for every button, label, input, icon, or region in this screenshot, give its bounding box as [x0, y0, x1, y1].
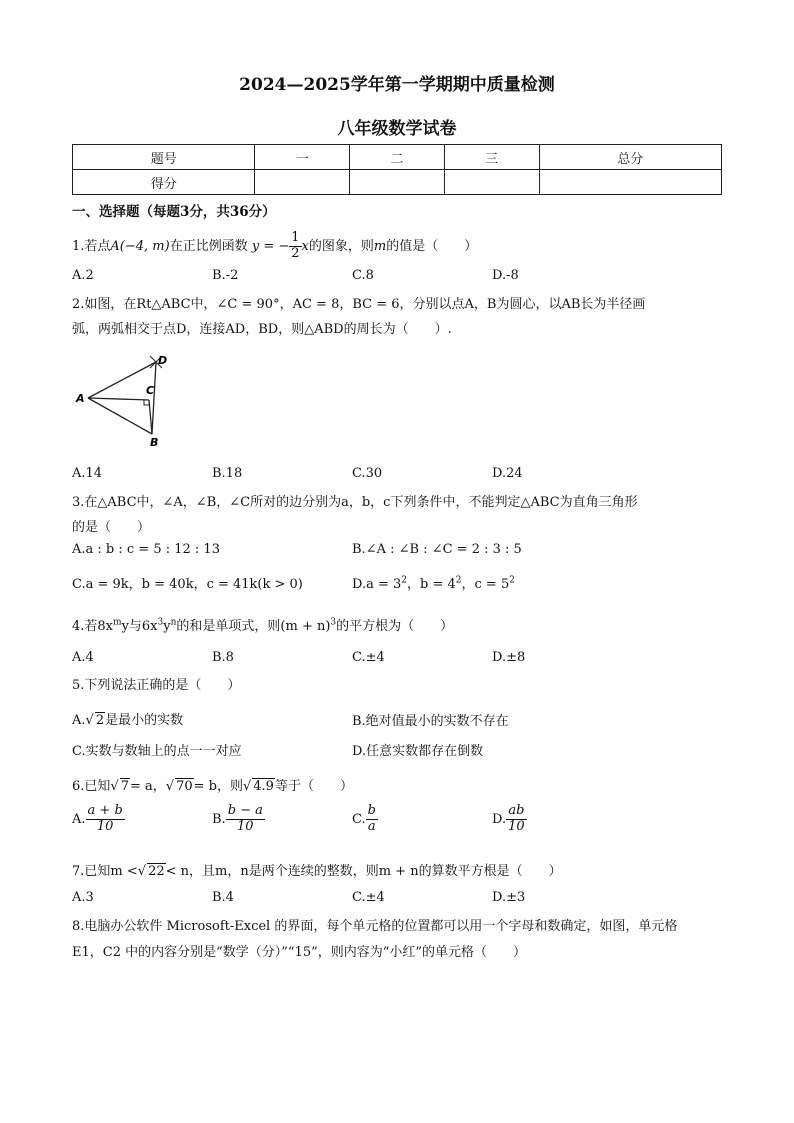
exponent: 2: [401, 575, 408, 586]
sqrt-symbol: √: [165, 779, 175, 794]
score-cell: 二: [350, 145, 445, 170]
label-d: D: [158, 354, 168, 367]
fraction-numerator: a + b: [87, 803, 123, 818]
q4-option-a[interactable]: A.4: [72, 650, 94, 665]
radicand: 70: [176, 779, 193, 794]
exam-title: 2024—2025学年第一学期期中质量检测: [239, 75, 555, 95]
sqrt-symbol: √: [110, 779, 119, 794]
exponent: 3: [157, 617, 164, 628]
q1-option-d[interactable]: D.-8: [492, 268, 519, 283]
label-b: B: [150, 436, 159, 448]
q2-option-a[interactable]: A.14: [72, 466, 103, 481]
question-3-line1: 3.在△ABC中，∠A，∠B，∠C所对的边分别为a，b，c下列条件中，不能判定△ABC为直角三角形: [72, 495, 638, 510]
radicand: 7: [120, 779, 129, 794]
q3-option-b[interactable]: B.∠A : ∠B : ∠C = 2 : 3 : 5: [352, 542, 522, 557]
option-label: D.: [492, 811, 507, 827]
score-cell: 得分: [73, 170, 255, 195]
score-cell: 总分: [539, 145, 722, 170]
question-3-line2: 的是（ ）: [72, 520, 151, 535]
fraction-denominator: 10: [508, 818, 525, 834]
q4-text: y: [163, 619, 171, 634]
q6-option-a[interactable]: [72, 804, 125, 835]
q1-fraction: [289, 231, 301, 262]
q1-func-lhs: y = −: [251, 238, 290, 254]
q3-d-text: ，c = 5: [461, 577, 510, 592]
q6-option-c[interactable]: [352, 804, 378, 835]
score-cell: 题号: [73, 145, 255, 170]
exponent: m: [113, 617, 122, 628]
q7-text: < n，且m，n是两个连续的整数，则m + n的算数平方根是（ ）: [165, 864, 562, 879]
q5-option-a[interactable]: [72, 709, 183, 728]
option-label: A.: [72, 811, 86, 827]
fraction-numerator: ab: [506, 804, 527, 820]
fraction-numerator: 1: [291, 230, 300, 245]
q2-option-b[interactable]: B.18: [212, 466, 243, 481]
q6-option-b[interactable]: [212, 804, 265, 835]
exponent: 2: [455, 575, 462, 586]
question-8-line1: 8.电脑办公软件 Microsoft-Excel 的界面，每个单元格的位置都可以用一个字母和数确定，如图，单元格: [72, 919, 678, 934]
fraction-numerator: b − a: [227, 803, 263, 818]
question-2-line1: 2.如图，在Rt△ABC中，∠C = 90°，AC = 8，BC = 6，分别以点A，B为圆心，以AB长为半径画: [72, 297, 646, 312]
segment-ab: [88, 398, 152, 434]
q6-text: 6.已知: [72, 779, 111, 794]
sqrt-symbol: √: [242, 779, 252, 794]
q1-text: 在正比例函数: [169, 238, 248, 254]
q4-option-b[interactable]: B.8: [212, 650, 234, 665]
fraction-denominator: a: [367, 818, 376, 834]
fraction-denominator: 2: [291, 245, 300, 261]
q5-option-b[interactable]: B.绝对值最小的实数不存在: [352, 714, 509, 729]
exam-subtitle: 八年级数学试卷: [337, 119, 457, 139]
right-angle-mark: [144, 400, 149, 405]
q4-text: 4.若8x: [72, 619, 114, 634]
segment-ac: [88, 398, 149, 400]
segment-db: [152, 362, 156, 434]
q3-option-d[interactable]: [352, 573, 515, 592]
q3-d-text: ，b = 4: [407, 577, 456, 592]
q3-option-c[interactable]: C.a = 9k，b = 40k，c = 41k(k > 0): [72, 577, 303, 592]
q3-d-text: D.a = 3: [352, 577, 402, 592]
question-5-stem: 5.下列说法正确的是（ ）: [72, 678, 241, 693]
q5-a-text: 是最小的实数: [105, 713, 184, 728]
label-c: C: [146, 384, 155, 397]
segment-cb: [149, 400, 152, 434]
q4-text: 的和是单项式，则(m + n): [176, 619, 331, 634]
q3-option-a[interactable]: A.a : b : c = 5 : 12 : 13: [72, 542, 220, 557]
q7-option-c[interactable]: C.±4: [352, 890, 385, 905]
label-a: A: [76, 392, 85, 405]
option-fraction: [506, 804, 527, 835]
score-cell: [539, 170, 722, 195]
q1-option-a[interactable]: A.2: [72, 268, 94, 283]
q6-text: = a，: [129, 779, 166, 794]
q4-text: y与6x: [121, 619, 158, 634]
score-cell: [255, 170, 350, 195]
question-1-stem: [72, 231, 477, 262]
score-table: [72, 144, 722, 195]
q7-option-d[interactable]: D.±3: [492, 890, 526, 905]
q5-a-label: A.: [72, 713, 86, 728]
exponent: n: [170, 617, 177, 628]
score-cell: 一: [255, 145, 350, 170]
q4-option-d[interactable]: D.±8: [492, 650, 526, 665]
q5-option-c[interactable]: C.实数与数轴上的点一一对应: [72, 744, 242, 759]
q1-text: 1.若点: [72, 238, 111, 254]
q4-option-c[interactable]: C.±4: [352, 650, 385, 665]
q6-text: = b，则: [193, 779, 243, 794]
sqrt-symbol: √: [85, 713, 94, 728]
option-fraction: [366, 804, 378, 835]
exponent: 3: [330, 617, 337, 628]
q7-option-a[interactable]: A.3: [72, 890, 94, 905]
q5-option-d[interactable]: D.任意实数都存在倒数: [352, 744, 484, 759]
section-heading: 一、选择题（每题3分，共36分）: [72, 204, 276, 220]
fraction-denominator: 10: [96, 818, 114, 834]
question-7-stem: [72, 860, 562, 879]
option-label: B.: [212, 811, 226, 827]
q7-option-b[interactable]: B.4: [212, 890, 234, 905]
score-table-row: [73, 170, 722, 195]
q2-option-d[interactable]: D.24: [492, 466, 523, 481]
sqrt-symbol: √: [137, 864, 147, 879]
score-cell: 三: [444, 145, 539, 170]
question-6-stem: [72, 775, 353, 794]
score-cell: [350, 170, 445, 195]
exponent: 2: [509, 575, 515, 586]
q7-text: 7.已知m <: [72, 864, 138, 879]
q1-option-b[interactable]: B.-2: [212, 268, 239, 283]
score-cell: [444, 170, 539, 195]
option-fraction: [226, 804, 265, 835]
q1-text: 的图象，则: [308, 238, 374, 254]
question-2-line2: 弧，两弧相交于点D，连接AD，BD，则△ABD的周长为（ ）.: [72, 322, 452, 337]
score-table-row: [73, 145, 722, 170]
q1-var: m: [373, 238, 387, 254]
q2-option-c[interactable]: C.30: [352, 466, 383, 481]
radicand: 4.9: [253, 779, 274, 794]
q6-text: 等于（ ）: [274, 779, 353, 794]
q6-option-d[interactable]: [492, 804, 527, 835]
radicand: 22: [148, 864, 165, 879]
q1-point: A(−4, m): [110, 238, 170, 254]
option-fraction: [86, 804, 125, 835]
question-4-stem: [72, 615, 453, 634]
fraction-numerator: b: [367, 803, 376, 818]
q1-option-c[interactable]: C.8: [352, 268, 374, 283]
q1-text: 的值是（ ）: [386, 238, 478, 254]
option-label: C.: [352, 811, 366, 827]
q4-text: 的平方根为（ ）: [336, 619, 454, 634]
triangle-figure: [74, 352, 204, 448]
fraction-denominator: 10: [237, 818, 254, 834]
question-8-line2: E1，C2 中的内容分别是“数学（分）”“15”，则内容为“小红”的单元格（ ）: [72, 945, 527, 960]
radicand: 2: [95, 713, 105, 728]
q1-func-rhs: x: [301, 238, 309, 254]
